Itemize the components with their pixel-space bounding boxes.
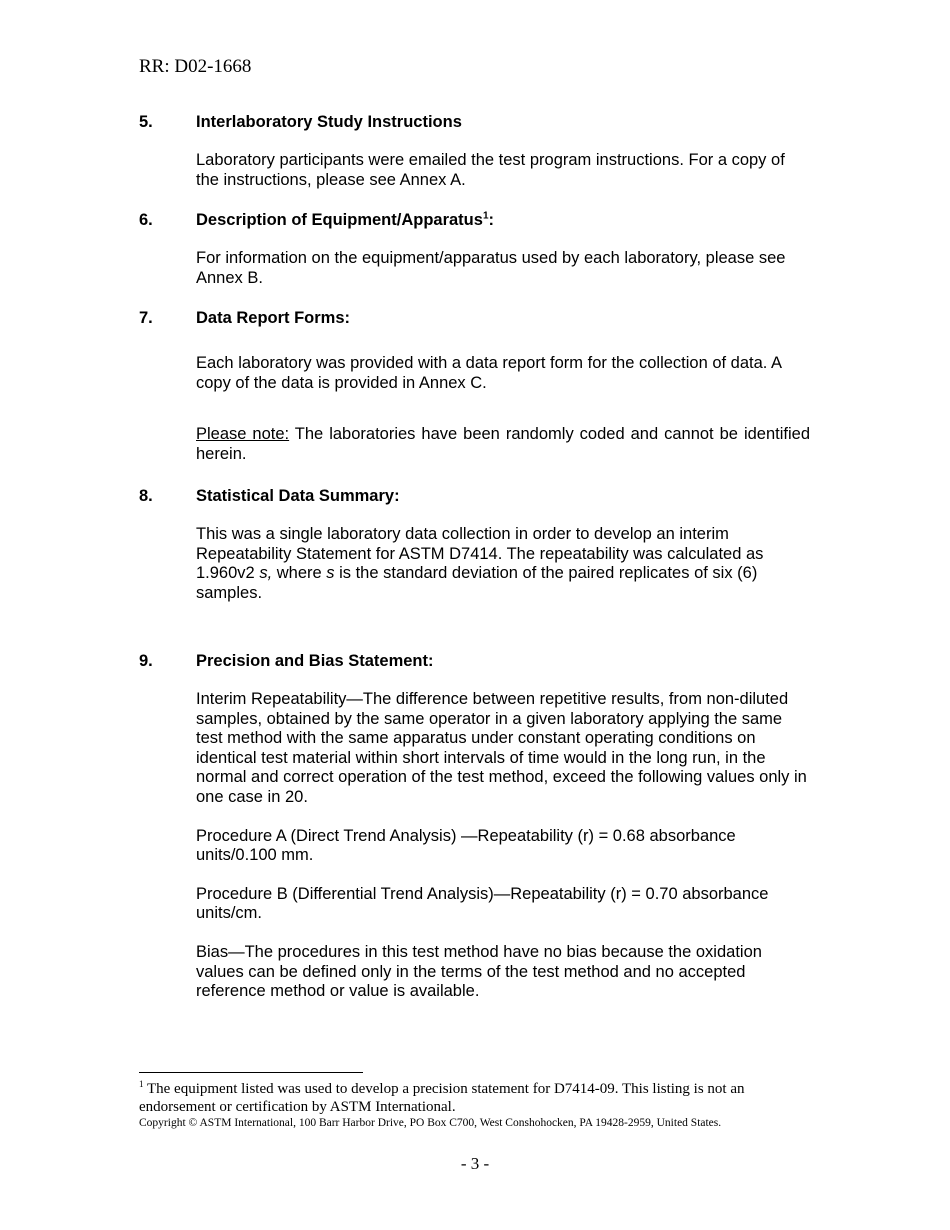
paragraph: Interim Repeatability—The difference between repetitive results, from non-diluted samples, obtained by the same operator in a given laboratory applying the same test method with the same apparatus under constant operating conditions on identical test material within short intervals of time would in the long run, in the normal and correct operation of the test method, exceed the following values only in one case in 20. <box>196 690 807 806</box>
section-title: Data Report Forms: <box>196 309 351 327</box>
footnote <box>139 1080 819 1116</box>
paragraph: Each laboratory was provided with a data report form for the collection of data. A copy of the data is provided in Annex C. <box>196 354 782 392</box>
report-id-header: RR: D02-1668 <box>139 56 252 77</box>
section-body <box>196 249 810 288</box>
paragraph: Laboratory participants were emailed the test program instructions. For a copy of the instructions, please see Annex A. <box>196 151 785 189</box>
section-heading <box>139 651 819 671</box>
section-number: 7. <box>139 309 153 327</box>
section-heading <box>139 486 819 506</box>
footnote-marker: 1 <box>139 1079 144 1089</box>
paragraph: This was a single laboratory data collection in order to develop an interim Repeatability Statement for ASTM D7414. The repeatability was calculated as 1.960v2 s, where s is the standard deviation of the paired replicates of six (6) samples. <box>196 525 764 602</box>
paragraph: Procedure B (Differential Trend Analysis)—Repeatability (r) = 0.70 absorbance units/cm. <box>196 884 769 923</box>
section-number: 9. <box>139 652 153 670</box>
footnote-ref: 1 <box>482 210 489 222</box>
copyright: Copyright © ASTM International, 100 Barr Harbor Drive, PO Box C700, West Conshohocken, PA 19428-2959, United States. <box>139 1117 722 1129</box>
section-5 <box>139 112 819 190</box>
section-number: 6. <box>139 211 153 229</box>
section-7 <box>139 308 819 464</box>
section-title: Description of Equipment/Apparatus$^1$: <box>196 210 494 229</box>
section-title: Statistical Data Summary: <box>196 487 400 505</box>
paragraph: Bias—The procedures in this test method have no bias because the oxidation values can be defined only in the terms of the test method and no accepted reference method or value is available. <box>196 942 762 1001</box>
note-paragraph: Please note: The laboratories have been randomly coded and cannot be identified herein. <box>196 425 810 463</box>
paragraph: Procedure A (Direct Trend Analysis) —Repeatability (r) = 0.68 absorbance units/0.100 mm. <box>196 826 736 865</box>
section-body <box>196 690 810 1002</box>
footnote-divider <box>139 1072 363 1073</box>
section-9 <box>139 651 819 1002</box>
section-title: Precision and Bias Statement: <box>196 652 434 670</box>
section-6 <box>139 210 819 288</box>
section-heading <box>139 308 819 328</box>
note-label: Please note: <box>196 425 290 444</box>
section-number: 8. <box>139 487 153 505</box>
section-title: Interlaboratory Study Instructions <box>196 113 462 131</box>
section-heading <box>139 112 819 132</box>
section-body <box>196 525 810 603</box>
section-body <box>196 354 810 464</box>
section-8 <box>139 486 819 603</box>
footnote-text: The equipment listed was used to develop a precision statement for D7414-09. This listing is not an endorsement or certification by ASTM International. <box>139 1081 745 1115</box>
page-number: - 3 - <box>460 1154 490 1173</box>
section-body <box>196 151 810 190</box>
section-heading <box>139 210 819 230</box>
paragraph: For information on the equipment/apparatus used by each laboratory, please see Annex B. <box>196 249 786 287</box>
section-number: 5. <box>139 113 153 131</box>
